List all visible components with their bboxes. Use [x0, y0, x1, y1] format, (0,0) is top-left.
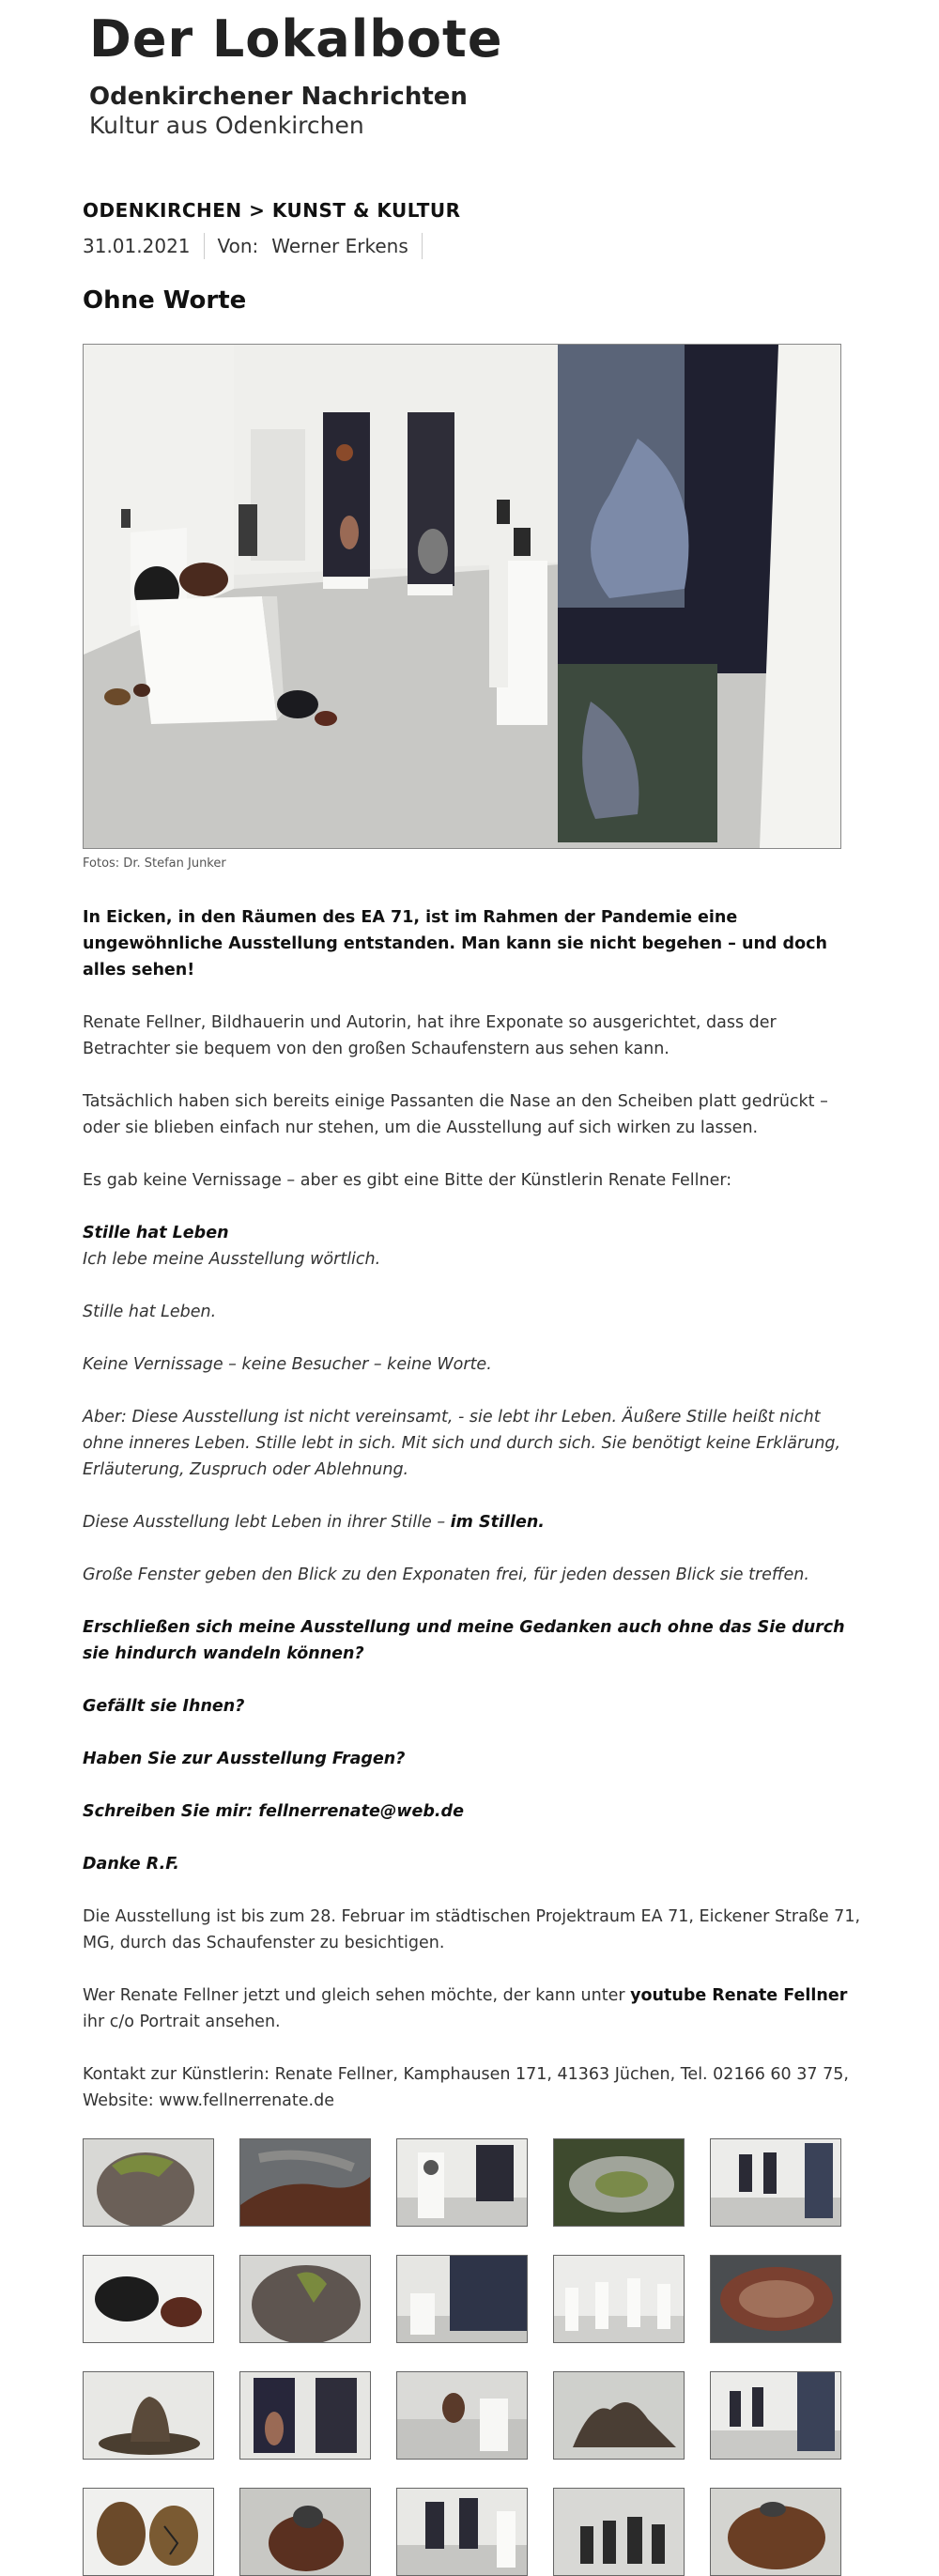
- gallery-thumbnail[interactable]: [710, 2371, 841, 2460]
- gallery-thumbnail[interactable]: [396, 2255, 528, 2343]
- gallery-thumbnail[interactable]: [83, 2255, 214, 2343]
- gallery-thumbnail[interactable]: [239, 2371, 371, 2460]
- article: [83, 197, 862, 2576]
- gallery-thumbnail[interactable]: [83, 2371, 214, 2460]
- gallery-thumbnail[interactable]: [553, 2138, 685, 2227]
- quote-line: Keine Vernissage – keine Besucher – keine Worte.: [83, 1355, 492, 1374]
- site-tagline: Kultur aus Odenkirchen: [89, 112, 364, 139]
- gallery-thumbnail[interactable]: [83, 2488, 214, 2576]
- photo-caption: Fotos: Dr. Stefan Junker: [83, 856, 226, 871]
- paragraph-text: ihr c/o Portrait ansehen.: [83, 2013, 281, 2031]
- site-title[interactable]: Der Lokalbote: [89, 9, 503, 69]
- hero-photo[interactable]: [83, 344, 841, 849]
- quote-title: Stille hat Leben: [83, 1224, 229, 1242]
- quote-line: [83, 1509, 862, 1535]
- article-paragraph: [83, 1982, 862, 2035]
- gallery-thumbnail[interactable]: [710, 2488, 841, 2576]
- gallery-thumbnail[interactable]: [553, 2488, 685, 2576]
- article-meta: [83, 233, 862, 259]
- quote-line: Ich lebe meine Ausstellung wörtlich.: [83, 1250, 381, 1269]
- artist-contact: Kontakt zur Künstlerin: Renate Fellner, Kamphausen 171, 41363 Jüchen, Tel. 02166 60 37 75, Website: www.fellnerrenate.de: [83, 2065, 849, 2110]
- breadcrumb-separator: >: [241, 199, 272, 222]
- gallery-thumbnail[interactable]: [396, 2488, 528, 2576]
- article-date: 31.01.2021: [83, 235, 191, 257]
- breadcrumb: [83, 197, 862, 224]
- article-paragraph: Die Ausstellung ist bis zum 28. Februar im städtischen Projektraum EA 71, Eickener Straße 71, MG, durch das Schaufenster zu besichtigen.: [83, 1907, 861, 1952]
- gallery-thumbnail[interactable]: [396, 2138, 528, 2227]
- meta-divider: [422, 233, 423, 259]
- article-paragraph: Es gab keine Vernissage – aber es gibt eine Bitte der Künstlerin Renate Fellner:: [83, 1171, 732, 1190]
- gallery-thumbnail[interactable]: [553, 2255, 685, 2343]
- gallery-thumbnail[interactable]: [396, 2371, 528, 2460]
- gallery-thumbnail[interactable]: [710, 2138, 841, 2227]
- gallery-thumbnail[interactable]: [710, 2255, 841, 2343]
- gallery-thumbnail[interactable]: [239, 2488, 371, 2576]
- breadcrumb-item-kunst-kultur[interactable]: KUNST & KULTUR: [271, 199, 461, 222]
- meta-divider: [204, 233, 205, 259]
- article-lead: In Eicken, in den Räumen des EA 71, ist im Rahmen der Pandemie eine ungewöhnliche Ausstellung entstanden. Man kann sie nicht begehen – und doch alles sehen!: [83, 908, 827, 979]
- photo-gallery: [83, 2138, 862, 2576]
- gallery-thumbnail[interactable]: [239, 2138, 371, 2227]
- quote-question: Erschließen sich meine Ausstellung und meine Gedanken auch ohne das Sie durch sie hindurch wandeln können?: [83, 1618, 845, 1663]
- article-paragraph: Renate Fellner, Bildhauerin und Autorin, hat ihre Exponate so ausgerichtet, dass der Betrachter sie bequem von den großen Schaufenstern aus sehen kann.: [83, 1013, 777, 1058]
- quote-question: Gefällt sie Ihnen?: [83, 1697, 245, 1716]
- site-subtitle: Odenkirchener Nachrichten: [89, 83, 468, 111]
- quote-text: Diese Ausstellung lebt Leben in ihrer Stille –: [83, 1513, 451, 1532]
- quote-line: Stille hat Leben.: [83, 1303, 217, 1321]
- quote-emphasis: im Stillen.: [450, 1513, 545, 1532]
- gallery-thumbnail[interactable]: [553, 2371, 685, 2460]
- masthead: [89, 9, 502, 141]
- quote-line: Große Fenster geben den Blick zu den Exponaten frei, für jeden dessen Blick sie treffen.: [83, 1566, 809, 1584]
- author-prefix: Von:: [217, 235, 259, 257]
- gallery-thumbnail[interactable]: [239, 2255, 371, 2343]
- contact-email[interactable]: Schreiben Sie mir: fellnerrenate@web.de: [83, 1802, 464, 1821]
- quote-line: Aber: Diese Ausstellung ist nicht vereinsamt, - sie lebt ihr Leben. Äußere Stille heißt nicht ohne inneres Leben. Stille lebt in sich. Mit sich und durch sich. Sie benötigt keine Erklärung, Erläuterung, Zuspruch oder Ablehnung.: [83, 1408, 841, 1479]
- article-paragraph: Tatsächlich haben sich bereits einige Passanten die Nase an den Scheiben platt gedrückt – oder sie blieben einfach nur stehen, um die Ausstellung auf sich wirken zu lassen.: [83, 1092, 828, 1137]
- article-headline: Ohne Worte: [83, 286, 247, 315]
- youtube-link[interactable]: youtube Renate Fellner: [630, 1986, 848, 2005]
- breadcrumb-item-odenkirchen[interactable]: ODENKIRCHEN: [83, 199, 242, 222]
- gallery-thumbnail[interactable]: [83, 2138, 214, 2227]
- quote-signature: Danke R.F.: [83, 1855, 179, 1874]
- author-name: Werner Erkens: [271, 235, 408, 257]
- paragraph-text: Wer Renate Fellner jetzt und gleich sehen möchte, der kann unter: [83, 1986, 631, 2005]
- exhibition-photo: [84, 345, 840, 848]
- quote-question: Haben Sie zur Ausstellung Fragen?: [83, 1750, 406, 1768]
